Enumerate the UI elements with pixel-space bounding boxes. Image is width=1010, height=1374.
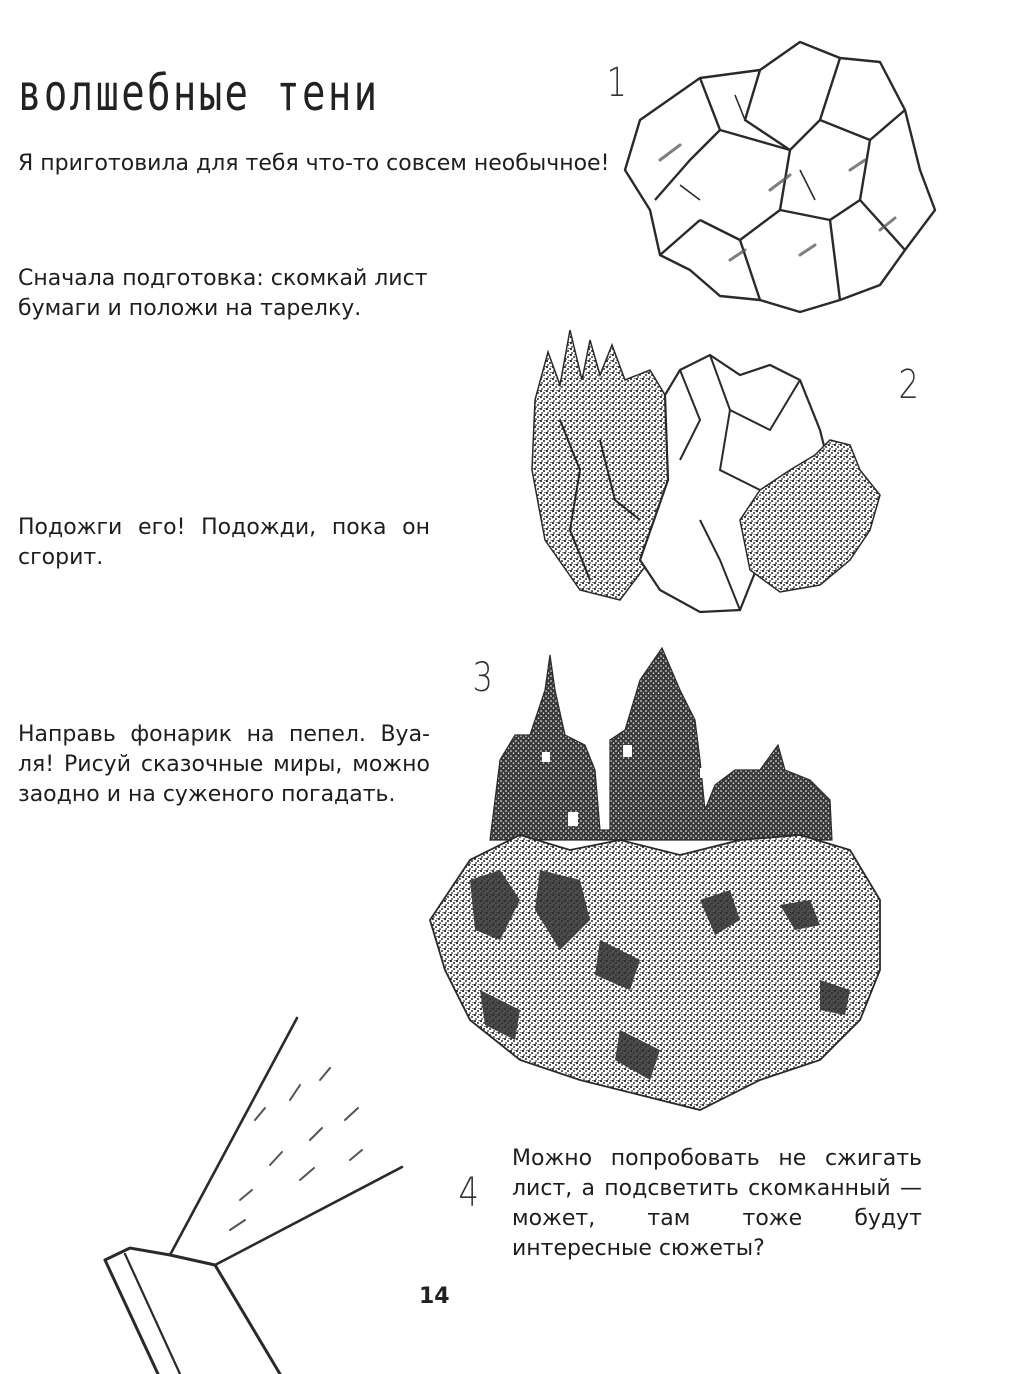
burning-paper-drawing xyxy=(532,330,880,612)
page-title: волшебные тени xyxy=(18,63,380,122)
step-3-paragraph: Направь фонарик на пепел. Вуа-ля! Рисуй сказочные миры, можно заодно и на суженого погадать. xyxy=(18,722,430,807)
step-1-paragraph: Сначала подготовка: скомкай лист бумаги и положи на тарелку. xyxy=(18,266,428,321)
step-number-3: 3 xyxy=(472,655,493,701)
flashlight-drawing xyxy=(105,1018,402,1374)
step-number-4: 4 xyxy=(458,1170,479,1216)
paper-shading xyxy=(660,145,895,260)
shadow-castle-drawing xyxy=(430,648,880,1110)
intro-paragraph: Я приготовила для тебя что-то совсем необычное! xyxy=(18,151,610,176)
step-number-2: 2 xyxy=(898,362,919,408)
step-4-paragraph: Можно попробовать не сжигать лист, а подсветить скомканный — может, там тоже будут интересные сюжеты? xyxy=(512,1146,922,1261)
step-2-paragraph: Подожги его! Подожди, пока он сгорит. xyxy=(18,515,430,570)
step-number-1: 1 xyxy=(606,60,627,106)
page-number: 14 xyxy=(419,1284,450,1309)
crumpled-paper-drawing xyxy=(625,42,935,312)
